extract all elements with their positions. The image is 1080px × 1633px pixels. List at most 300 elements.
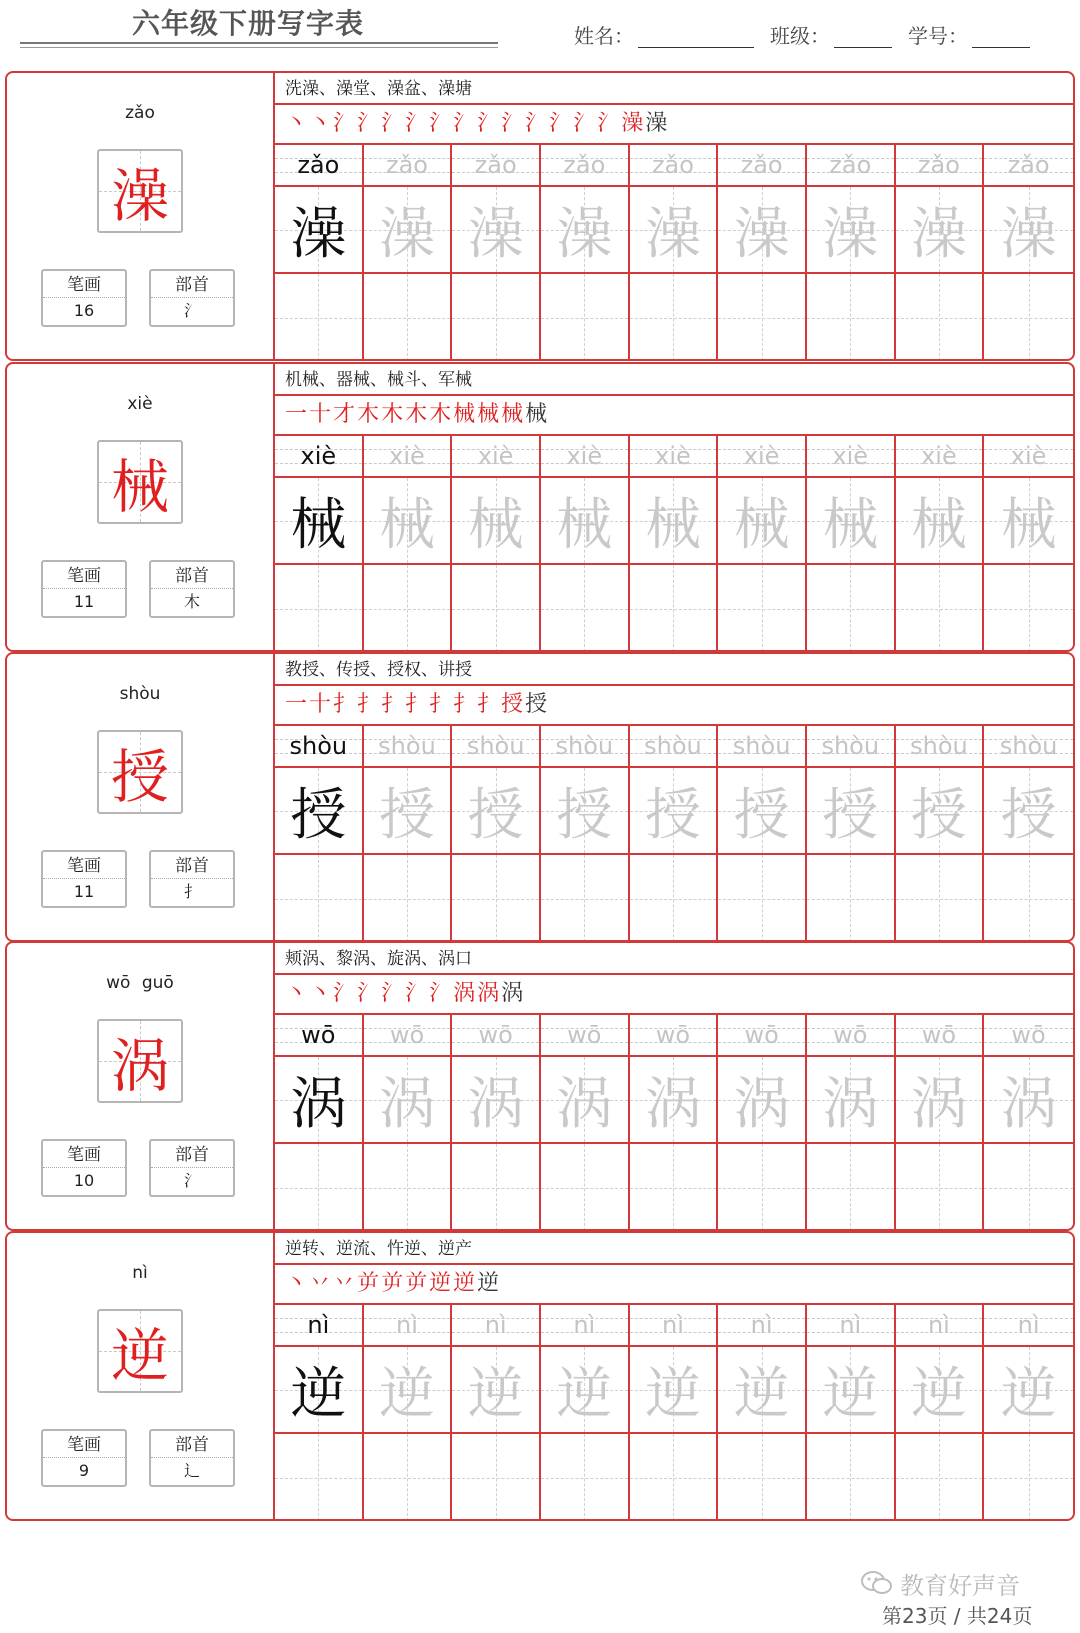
tracing-cell[interactable]: [630, 768, 719, 855]
pinyin-cell[interactable]: [275, 436, 364, 478]
tracing-cell[interactable]: [984, 1347, 1073, 1434]
tracing-cell[interactable]: [364, 187, 453, 274]
stroke-step: 丶: [285, 1271, 310, 1296]
tracing-character: 逆: [290, 1361, 347, 1427]
empty-practice-cell[interactable]: [630, 855, 719, 942]
character-display-box: [97, 1019, 183, 1103]
stroke-step: 澡: [645, 111, 670, 136]
tracing-character: 授: [733, 782, 790, 848]
footer: [860, 1566, 1070, 1630]
empty-practice-cell[interactable]: [718, 274, 807, 361]
stroke-step: 授: [501, 692, 526, 717]
pinyin-text: xiè: [300, 442, 337, 470]
tracing-character: 澡: [910, 201, 967, 267]
empty-practice-cell[interactable]: [630, 1144, 719, 1231]
character-info-panel: [7, 943, 275, 1229]
radical-label: 部首: [151, 1433, 233, 1458]
name-line: [638, 47, 754, 48]
radical-value: 辶: [183, 1461, 200, 1480]
stroke-step: 一: [285, 692, 310, 717]
stroke-step: 屰: [405, 1271, 430, 1296]
pinyin-text: shòu: [378, 732, 436, 760]
practice-panel: [275, 943, 1073, 1229]
tracing-character: 械: [556, 492, 613, 558]
pinyin-text: nì: [839, 1311, 862, 1339]
tracing-character: 械: [290, 492, 347, 558]
stroke-step: 屰: [381, 1271, 406, 1296]
pinyin-cell[interactable]: [452, 1305, 541, 1347]
character-info-panel: [7, 364, 275, 650]
tracing-character: 涡: [290, 1071, 347, 1137]
empty-practice-cell[interactable]: [364, 274, 453, 361]
pinyin-cell[interactable]: [718, 436, 807, 478]
name-label: 姓名：: [574, 24, 634, 48]
pinyin-cell[interactable]: [807, 726, 896, 768]
stroke-count-box: [41, 1429, 127, 1487]
empty-practice-cell[interactable]: [984, 1434, 1073, 1521]
stroke-count-value: 11: [73, 882, 95, 901]
character-info-panel: [7, 73, 275, 359]
tracing-cell[interactable]: [452, 768, 541, 855]
character-card: [5, 362, 1075, 652]
tracing-cell[interactable]: [275, 768, 364, 855]
tracing-cell[interactable]: [364, 768, 453, 855]
empty-practice-cell[interactable]: [896, 855, 985, 942]
stroke-step: 扌: [429, 692, 454, 717]
practice-panel: [275, 364, 1073, 650]
tracing-cell[interactable]: [275, 1347, 364, 1434]
pinyin-cell[interactable]: [364, 1305, 453, 1347]
example-words: 机械、器械、械斗、军械: [275, 364, 1073, 396]
practice-panel: [275, 654, 1073, 940]
empty-practice-cell[interactable]: [807, 565, 896, 652]
tracing-character: 授: [1000, 782, 1057, 848]
tracing-character: 械: [378, 492, 435, 558]
tracing-cell[interactable]: [807, 478, 896, 565]
stroke-count-label: 笔画: [43, 1143, 125, 1168]
empty-practice-cell[interactable]: [984, 274, 1073, 361]
tracing-character: 涡: [378, 1071, 435, 1137]
empty-practice-cell[interactable]: [452, 565, 541, 652]
tracing-character: 械: [822, 492, 879, 558]
stroke-step: 械: [501, 402, 526, 427]
tracing-character: 授: [644, 782, 701, 848]
stroke-step: 丷: [333, 1271, 358, 1296]
empty-practice-cell[interactable]: [275, 855, 364, 942]
character-display-box: [97, 149, 183, 233]
tracing-cell[interactable]: [452, 478, 541, 565]
stroke-order: [275, 686, 1073, 726]
character-pinyin: zǎo: [125, 103, 155, 123]
stroke-step: 氵: [333, 111, 358, 136]
stroke-count-box: [41, 560, 127, 618]
tracing-cell[interactable]: [807, 1347, 896, 1434]
pinyin-cell[interactable]: [896, 1305, 985, 1347]
stroke-order: [275, 105, 1073, 145]
empty-practice-cell[interactable]: [452, 1144, 541, 1231]
empty-practice-row: [275, 1434, 1073, 1521]
pinyin-text: nì: [1017, 1311, 1040, 1339]
empty-practice-cell[interactable]: [275, 274, 364, 361]
pinyin-text: nì: [662, 1311, 684, 1339]
pinyin-text: nì: [573, 1311, 596, 1339]
pinyin-cell[interactable]: [364, 726, 453, 768]
tracing-character: 授: [910, 782, 967, 848]
tracing-cell[interactable]: [896, 1057, 985, 1144]
empty-practice-cell[interactable]: [364, 855, 453, 942]
pinyin-cell[interactable]: [541, 436, 630, 478]
stroke-step: 氵: [453, 111, 478, 136]
pinyin-text: zǎo: [297, 151, 340, 179]
stroke-step: 氵: [357, 981, 382, 1006]
pinyin-text: zǎo: [651, 151, 694, 179]
pinyin-cell[interactable]: [896, 145, 985, 187]
empty-practice-cell[interactable]: [541, 855, 630, 942]
stroke-count-value: 16: [73, 301, 95, 320]
student-id-label: 学号：: [908, 24, 968, 48]
empty-practice-cell[interactable]: [718, 565, 807, 652]
empty-practice-cell[interactable]: [541, 1144, 630, 1231]
pinyin-text: shòu: [910, 732, 968, 760]
tracing-character: 授: [467, 782, 524, 848]
brand-watermark: 教育好声音: [900, 1572, 1020, 1600]
empty-practice-cell[interactable]: [452, 274, 541, 361]
stroke-step: 十: [309, 402, 334, 427]
empty-practice-cell[interactable]: [896, 1434, 985, 1521]
tracing-cell[interactable]: [630, 1347, 719, 1434]
empty-practice-cell[interactable]: [984, 855, 1073, 942]
character-card: [5, 652, 1075, 942]
empty-practice-cell[interactable]: [275, 565, 364, 652]
empty-practice-cell[interactable]: [452, 855, 541, 942]
empty-practice-cell[interactable]: [275, 1434, 364, 1521]
empty-practice-cell[interactable]: [541, 1434, 630, 1521]
empty-practice-cell[interactable]: [630, 565, 719, 652]
character-display: 逆: [110, 1322, 169, 1390]
empty-practice-cell[interactable]: [718, 855, 807, 942]
tracing-cell[interactable]: [984, 768, 1073, 855]
character-row: [275, 768, 1073, 855]
character-pinyin: wō guō: [106, 973, 174, 993]
tracing-cell[interactable]: [275, 1057, 364, 1144]
tracing-cell[interactable]: [896, 478, 985, 565]
empty-practice-cell[interactable]: [630, 1434, 719, 1521]
character-card: [5, 1231, 1075, 1521]
pinyin-cell[interactable]: [630, 1015, 719, 1057]
radical-label: 部首: [151, 564, 233, 589]
tracing-character: 澡: [644, 201, 701, 267]
stroke-step: 涡: [453, 981, 478, 1006]
pinyin-row: [275, 436, 1073, 478]
pinyin-cell[interactable]: [896, 726, 985, 768]
tracing-cell[interactable]: [896, 768, 985, 855]
tracing-character: 械: [644, 492, 701, 558]
practice-panel: [275, 73, 1073, 359]
empty-practice-cell[interactable]: [896, 274, 985, 361]
practice-panel: [275, 1233, 1073, 1519]
stroke-count-label: 笔画: [43, 854, 125, 879]
empty-practice-cell[interactable]: [807, 1144, 896, 1231]
tracing-cell[interactable]: [896, 187, 985, 274]
tracing-character: 械: [910, 492, 967, 558]
tracing-cell[interactable]: [984, 1057, 1073, 1144]
stroke-step: 木: [381, 402, 406, 427]
empty-practice-cell[interactable]: [984, 1144, 1073, 1231]
stroke-step: 木: [429, 402, 454, 427]
pinyin-text: shòu: [555, 732, 614, 760]
pinyin-row: [275, 1305, 1073, 1347]
page-number: 第23页 / 共24页: [882, 1604, 1033, 1628]
pinyin-cell[interactable]: [896, 436, 985, 478]
radical-box: [149, 269, 235, 327]
empty-practice-row: [275, 274, 1073, 361]
tracing-cell[interactable]: [718, 1347, 807, 1434]
tracing-character: 逆: [910, 1361, 967, 1427]
tracing-cell[interactable]: [630, 478, 719, 565]
class-label: 班级：: [770, 24, 830, 48]
name-field[interactable]: [574, 20, 754, 50]
empty-practice-cell[interactable]: [541, 565, 630, 652]
pinyin-cell[interactable]: [452, 1015, 541, 1057]
pinyin-text: wō: [744, 1021, 779, 1049]
tracing-cell[interactable]: [541, 768, 630, 855]
pinyin-cell[interactable]: [718, 1305, 807, 1347]
pinyin-cell[interactable]: [630, 145, 719, 187]
tracing-cell[interactable]: [718, 1057, 807, 1144]
title-underline-thin: [20, 47, 498, 48]
pinyin-cell[interactable]: [275, 145, 364, 187]
tracing-cell[interactable]: [896, 1347, 985, 1434]
empty-practice-cell[interactable]: [452, 1434, 541, 1521]
stroke-count-value: 10: [73, 1171, 95, 1190]
pinyin-cell[interactable]: [630, 726, 719, 768]
empty-practice-row: [275, 565, 1073, 652]
stroke-step: 氵: [501, 111, 526, 136]
pinyin-text: zǎo: [563, 151, 606, 179]
pinyin-cell[interactable]: [364, 1015, 453, 1057]
pinyin-text: wō: [655, 1021, 691, 1049]
tracing-character: 涡: [910, 1071, 967, 1137]
empty-practice-cell[interactable]: [275, 1144, 364, 1231]
tracing-cell[interactable]: [541, 187, 630, 274]
pinyin-cell[interactable]: [275, 1015, 364, 1057]
empty-practice-cell[interactable]: [364, 565, 453, 652]
tracing-cell[interactable]: [452, 1057, 541, 1144]
stroke-step: 扌: [453, 692, 478, 717]
stroke-step: 氵: [405, 981, 430, 1006]
empty-practice-cell[interactable]: [364, 1434, 453, 1521]
pinyin-cell[interactable]: [541, 145, 630, 187]
tracing-cell[interactable]: [275, 187, 364, 274]
tracing-character: 授: [378, 782, 435, 848]
tracing-cell[interactable]: [364, 1057, 453, 1144]
tracing-cell[interactable]: [807, 1057, 896, 1144]
character-card: [5, 941, 1075, 1231]
pinyin-text: zǎo: [385, 151, 428, 179]
pinyin-cell[interactable]: [984, 726, 1073, 768]
tracing-cell[interactable]: [541, 1057, 630, 1144]
stroke-step: 逆: [429, 1271, 454, 1296]
stroke-count-value: 11: [73, 592, 95, 611]
character-pinyin: nì: [132, 1263, 148, 1283]
stroke-step: 丷: [309, 1271, 334, 1296]
stroke-step: 氵: [477, 111, 502, 136]
pinyin-text: shòu: [644, 732, 702, 760]
tracing-cell[interactable]: [984, 478, 1073, 565]
radical-value: 氵: [183, 301, 200, 320]
tracing-cell[interactable]: [541, 1347, 630, 1434]
stroke-step: 械: [525, 402, 550, 427]
stroke-count-value: 9: [78, 1461, 90, 1480]
empty-practice-cell[interactable]: [896, 565, 985, 652]
wechat-icon: [860, 1570, 894, 1596]
pinyin-cell[interactable]: [718, 726, 807, 768]
pinyin-text: wō: [1011, 1021, 1046, 1049]
practice-grid: [275, 1305, 1073, 1521]
practice-grid: [275, 145, 1073, 361]
pinyin-text: wō: [301, 1021, 336, 1049]
character-info-panel: [7, 654, 275, 940]
pinyin-row: [275, 145, 1073, 187]
tracing-cell[interactable]: [718, 187, 807, 274]
pinyin-cell[interactable]: [364, 145, 453, 187]
tracing-cell[interactable]: [718, 478, 807, 565]
stroke-step: 氵: [405, 111, 430, 136]
empty-practice-cell[interactable]: [807, 274, 896, 361]
empty-practice-cell[interactable]: [718, 1144, 807, 1231]
tracing-cell[interactable]: [807, 768, 896, 855]
stroke-step: 氵: [597, 111, 622, 136]
pinyin-cell[interactable]: [896, 1015, 985, 1057]
pinyin-cell[interactable]: [984, 1015, 1073, 1057]
stroke-step: 扌: [381, 692, 406, 717]
radical-box: [149, 850, 235, 908]
example-words: 颊涡、黎涡、旋涡、涡口: [275, 943, 1073, 975]
stroke-step: 械: [477, 402, 502, 427]
pinyin-text: wō: [567, 1021, 602, 1049]
pinyin-cell[interactable]: [452, 436, 541, 478]
pinyin-text: xiè: [1010, 442, 1047, 470]
tracing-character: 逆: [733, 1361, 790, 1427]
stroke-step: 授: [525, 692, 550, 717]
empty-practice-cell[interactable]: [630, 274, 719, 361]
pinyin-cell[interactable]: [452, 145, 541, 187]
pinyin-cell[interactable]: [541, 1015, 630, 1057]
pinyin-text: zǎo: [829, 151, 872, 179]
empty-practice-cell[interactable]: [807, 855, 896, 942]
tracing-character: 逆: [822, 1361, 879, 1427]
pinyin-cell[interactable]: [807, 1305, 896, 1347]
pinyin-text: wō: [478, 1021, 513, 1049]
pinyin-cell[interactable]: [275, 726, 364, 768]
tracing-cell[interactable]: [452, 1347, 541, 1434]
tracing-character: 授: [556, 782, 613, 848]
pinyin-cell[interactable]: [541, 1305, 630, 1347]
pinyin-cell[interactable]: [275, 1305, 364, 1347]
pinyin-cell[interactable]: [630, 1305, 719, 1347]
radical-value: 木: [183, 592, 200, 611]
example-words: 逆转、逆流、忤逆、逆产: [275, 1233, 1073, 1265]
tracing-cell[interactable]: [807, 187, 896, 274]
tracing-cell[interactable]: [630, 1057, 719, 1144]
tracing-cell[interactable]: [364, 1347, 453, 1434]
pinyin-cell[interactable]: [984, 145, 1073, 187]
stroke-step: 氵: [357, 111, 382, 136]
pinyin-text: zǎo: [474, 151, 517, 179]
pinyin-cell[interactable]: [807, 145, 896, 187]
student-id-field[interactable]: [908, 20, 1030, 50]
character-display: 澡: [110, 162, 169, 230]
stroke-step: 涡: [501, 981, 526, 1006]
pinyin-text: zǎo: [740, 151, 783, 179]
stroke-step: 丶: [285, 981, 310, 1006]
pinyin-cell[interactable]: [718, 145, 807, 187]
pinyin-text: zǎo: [917, 151, 960, 179]
pinyin-cell[interactable]: [807, 436, 896, 478]
radical-box: [149, 1139, 235, 1197]
empty-practice-cell[interactable]: [541, 274, 630, 361]
example-words: 洗澡、澡堂、澡盆、澡塘: [275, 73, 1073, 105]
empty-practice-row: [275, 855, 1073, 942]
tracing-character: 涡: [822, 1071, 879, 1137]
empty-practice-row: [275, 1144, 1073, 1231]
empty-practice-cell[interactable]: [984, 565, 1073, 652]
stroke-step: 氵: [525, 111, 550, 136]
tracing-cell[interactable]: [275, 478, 364, 565]
pinyin-text: shòu: [466, 732, 525, 760]
stroke-step: 丶: [309, 111, 334, 136]
pinyin-text: wō: [921, 1021, 957, 1049]
tracing-character: 澡: [733, 201, 790, 267]
pinyin-text: xiè: [743, 442, 780, 470]
tracing-cell[interactable]: [718, 768, 807, 855]
tracing-character: 澡: [1000, 201, 1057, 267]
empty-practice-cell[interactable]: [807, 1434, 896, 1521]
pinyin-cell[interactable]: [630, 436, 719, 478]
pinyin-text: xiè: [566, 442, 603, 470]
pinyin-cell[interactable]: [452, 726, 541, 768]
character-row: [275, 187, 1073, 274]
character-display-box: [97, 440, 183, 524]
radical-value: 氵: [183, 1171, 200, 1190]
tracing-cell[interactable]: [364, 478, 453, 565]
tracing-cell[interactable]: [630, 187, 719, 274]
stroke-step: 氵: [381, 111, 406, 136]
tracing-cell[interactable]: [452, 187, 541, 274]
pinyin-cell[interactable]: [541, 726, 630, 768]
pinyin-text: wō: [389, 1021, 425, 1049]
character-row: [275, 1347, 1073, 1434]
tracing-cell[interactable]: [984, 187, 1073, 274]
pinyin-cell[interactable]: [807, 1015, 896, 1057]
empty-practice-cell[interactable]: [896, 1144, 985, 1231]
stroke-count-label: 笔画: [43, 1433, 125, 1458]
empty-practice-cell[interactable]: [718, 1434, 807, 1521]
pinyin-cell[interactable]: [364, 436, 453, 478]
class-field[interactable]: [770, 20, 892, 50]
example-words: 教授、传授、授权、讲授: [275, 654, 1073, 686]
pinyin-cell[interactable]: [984, 436, 1073, 478]
empty-practice-cell[interactable]: [364, 1144, 453, 1231]
tracing-character: 澡: [290, 201, 347, 267]
tracing-cell[interactable]: [541, 478, 630, 565]
stroke-count-box: [41, 269, 127, 327]
pinyin-cell[interactable]: [984, 1305, 1073, 1347]
pinyin-cell[interactable]: [718, 1015, 807, 1057]
stroke-step: 械: [453, 402, 478, 427]
pinyin-text: nì: [484, 1311, 507, 1339]
stroke-step: 涡: [477, 981, 502, 1006]
